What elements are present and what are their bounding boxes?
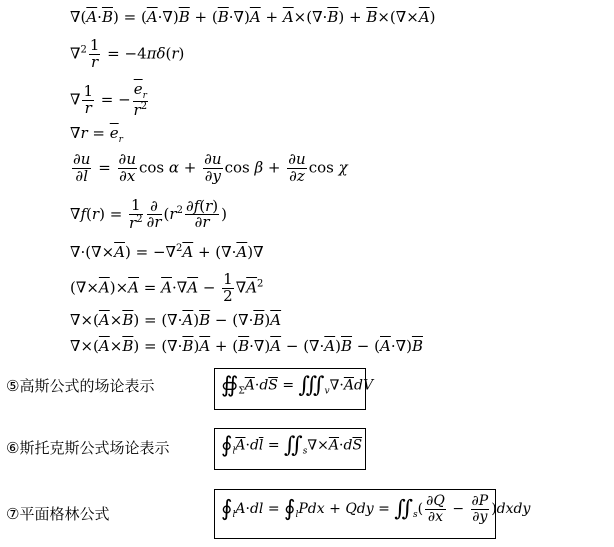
equation-10: $\nabla\times(\overline{A}\times\overline{B}) = (\nabla\cdot\overline{B})\overline{A} + (\overline{B}\cdot\nabla)\overline{A} - (\nabla\cdot\overline{A})\overline{B} - (\overline{A}\cdot\nabla)\overline{B}$ <box>70 337 423 355</box>
equation-8: $(\nabla\times\overline{A})\times\overline{A} = \overline{A}\cdot\nabla\overline{A}$ − $\frac{1}{2}$ $\nabla\overline{A}^2$ <box>70 270 264 305</box>
green-formula-box: $∮_lA\cdot dl$ = $∮_lPdx$ + Qdy = $∬_s$( $\frac{\partial Q}{\partial x}$ − $\frac{\partial P}{\partial y}$ )dxdy <box>214 489 496 539</box>
equation-9: $\nabla\times(\overline{A}\times\overline{B}) = (\nabla\cdot\overline{A})\overline{B} - (\nabla\cdot\overline{B})\overline{A}$ <box>70 311 282 329</box>
section-green-label: ⑦平面格林公式 <box>6 505 110 523</box>
equation-6: ∇f(r) = $\frac{1}{r^2}$ $\frac{\partial}{\partial r}$ ($r^2$ $\frac{\partial f(r)}{\partial r}$ ) <box>70 196 228 232</box>
equation-7: $\nabla\cdot(\nabla\times\overline{A}) = -\nabla^2\overline{A} + (\nabla\cdot\overline{A})\nabla$ <box>70 243 264 261</box>
gauss-formula-box: $∯_\Sigma\overline{A}\cdot d\overline{S}$ = $∭_v\nabla\cdot\overline{A}dV$ <box>214 368 366 410</box>
equation-5: $\frac{\partial u}{\partial l}$ = $\frac{\partial u}{\partial x}$ cos α + $\frac{\partial u}{\partial y}$ cos β + $\frac{\partial u}{\partial z}$ cos χ <box>73 150 348 185</box>
equation-2: ∇$^2$ $\frac{1}{r}$ = −4πδ(r) <box>70 36 185 71</box>
equation-4: $\nabla r = \overline{e}_r$ <box>70 124 123 145</box>
equation-1: $\nabla(\overline{A}\cdot\overline{B}) = (\overline{A}\cdot\nabla)\overline{B} + (\overline{B}\cdot\nabla)\overline{A} + \overline{A}\times(\nabla\cdot\overline{B}) + \overline{B}\times(\nabla\times\overline{A})$ <box>70 8 436 26</box>
section-stokes-label: ⑥斯托克斯公式场论表示 <box>6 439 170 457</box>
equation-3: ∇ $\frac{1}{r}$ = − $\frac{\overline{e}_r}{r^2}$ <box>70 80 148 120</box>
stokes-formula-box: $∮_l\overline{A}\cdot d\overline{l}$ = $∬_s\nabla\times\overline{A}\cdot d\overline{S}$ <box>214 428 366 470</box>
section-gauss-label: ⑤高斯公式的场论表示 <box>6 377 155 395</box>
